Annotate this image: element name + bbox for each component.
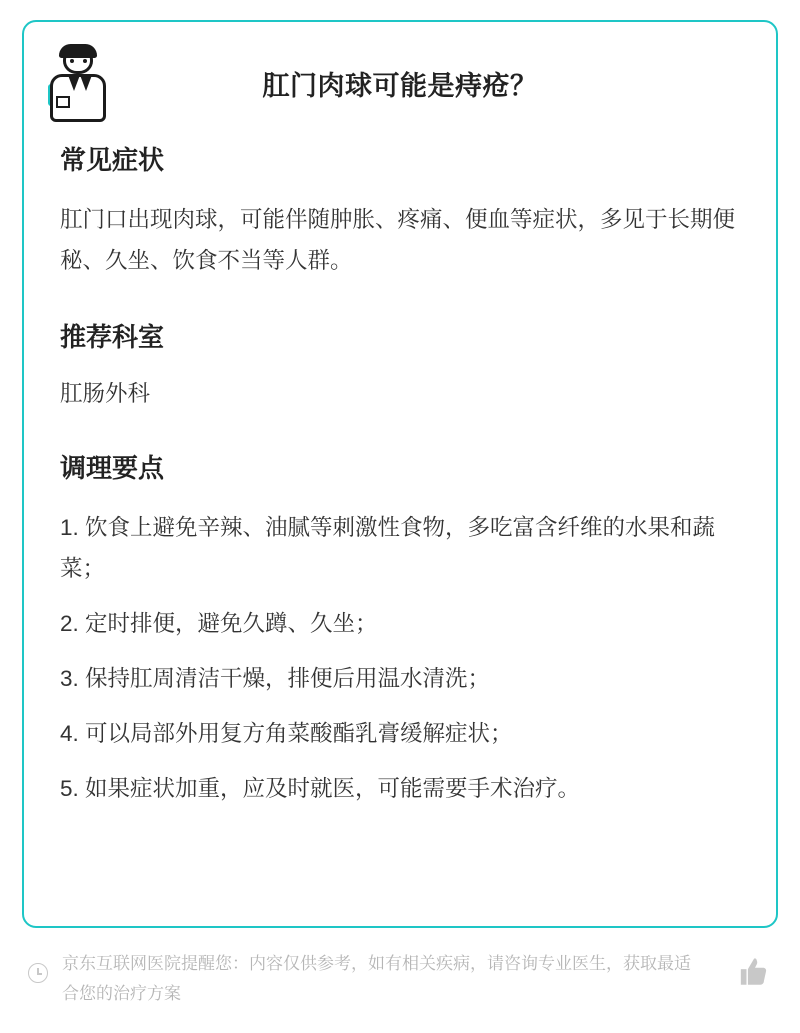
list-item: 4. 可以局部外用复方角菜酸酯乳膏缓解症状； [60, 721, 513, 746]
footer-disclaimer [22, 945, 778, 1015]
list-item: 2. 定时排便，避免久蹲、久坐； [60, 611, 378, 636]
section-text-department: 肛肠外科 [60, 381, 151, 406]
disclaimer-text: 京东互联网医院提醒您：内容仅供参考，如有相关疾病，请咨询专业医生，获取最适合您的治疗方案 [62, 954, 691, 1003]
list-item: 3. 保持肛周清洁干燥，排便后用温水清洗； [60, 666, 491, 691]
doctor-eye-right [83, 59, 87, 63]
tips-list [60, 507, 746, 809]
doctor-hair-shape [59, 44, 97, 58]
section-heading-symptoms: 常见症状 [60, 145, 165, 175]
card-content [60, 140, 746, 823]
doctor-eye-left [70, 59, 74, 63]
section-text-symptoms: 肛门口出现肉球，可能伴随肿胀、疼痛、便血等症状，多见于长期便秘、久坐、饮食不当等人群。 [60, 207, 736, 273]
list-item: 1. 饮食上避免辛辣、油腻等刺激性食物，多吃富含纤维的水果和蔬菜； [60, 515, 716, 581]
thumbs-up-icon[interactable] [738, 955, 772, 989]
section-heading-tips: 调理要点 [60, 453, 165, 483]
info-card [22, 20, 778, 928]
section-heading-department: 推荐科室 [60, 322, 165, 352]
page-title: 肛门肉球可能是痔疮？ [262, 71, 538, 101]
list-item: 5. 如果症状加重，应及时就医，可能需要手术治疗。 [60, 776, 581, 801]
clock-icon [28, 963, 48, 983]
